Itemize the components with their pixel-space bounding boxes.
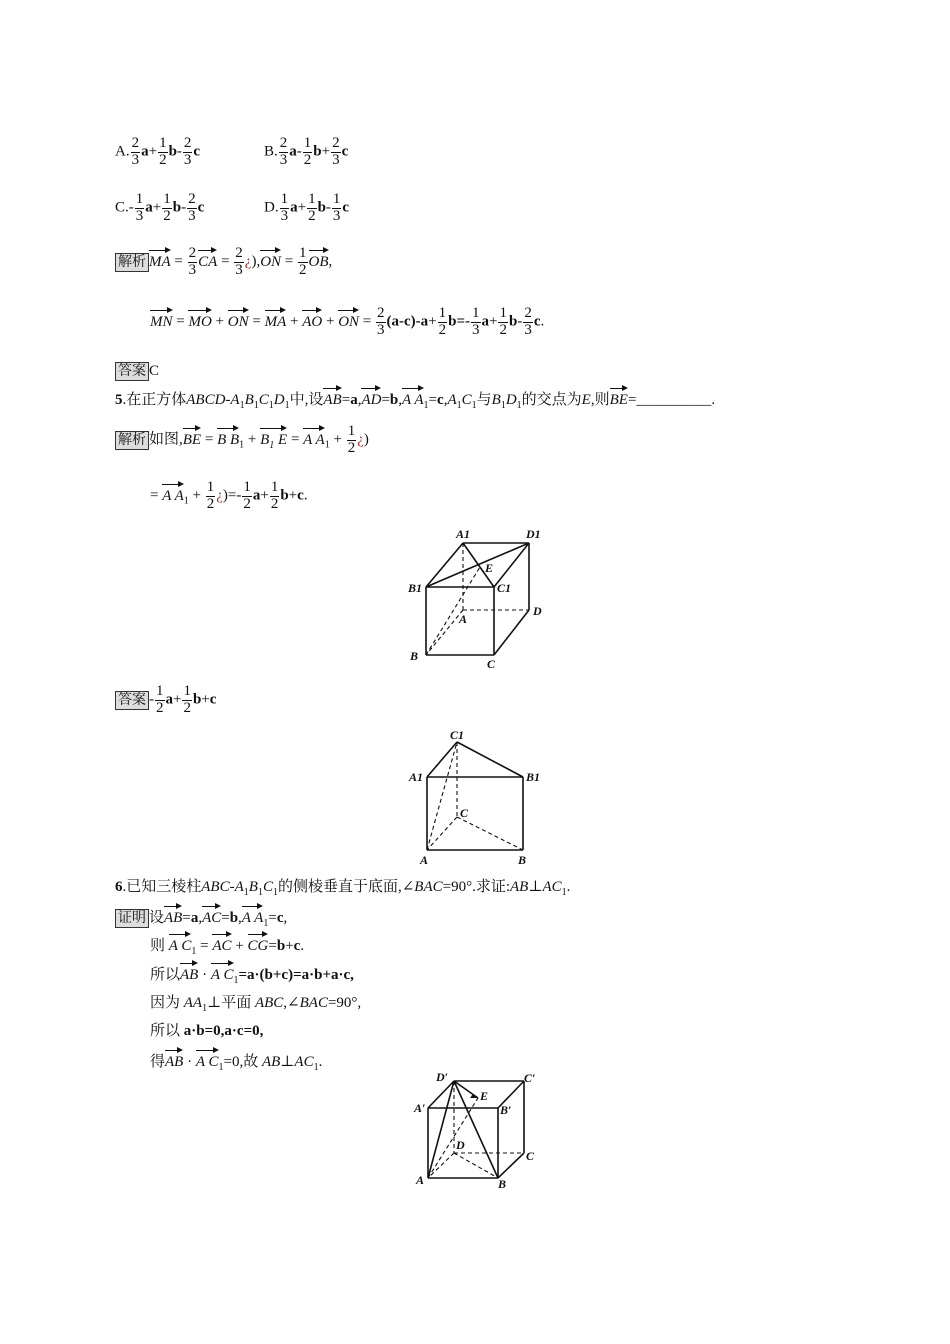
label-b: B xyxy=(518,853,527,867)
cube-figure-q5 xyxy=(400,522,560,674)
choice-d: D. $\frac{1}{3}$ a+ $\frac{1}{2}$ b- $\frac{1}{3}$ c xyxy=(264,191,350,224)
q6-proof-line5: 所以 a·b=0,a·c=0, xyxy=(150,1023,264,1039)
label-c1: C1 xyxy=(497,581,512,595)
q6-proof-line4: 因为 $AA_1\perp$平面 ABC,∠BAC=90°, xyxy=(150,995,362,1014)
choice-b: B. $\frac{2}{3}$ a- $\frac{1}{2}$ b+ $\frac{2}{3}$ c xyxy=(264,135,349,168)
q5-stem: 5.在正方体ABCD-$A_1B_1C_1D_1$中,设AB=a,AD=b,A $A_1=c,A_1C_1$与$B_1D_1$的交点为E,则BE=__________. xyxy=(115,386,715,411)
q4-answer: 答案 C xyxy=(115,362,159,381)
label-d: D xyxy=(456,1138,465,1152)
choice-c: C.- $\frac{1}{3}$ a+ $\frac{1}{2}$ b- $\frac{2}{3}$ c xyxy=(115,191,205,224)
label-a1: A1 xyxy=(456,527,471,541)
choice-a: A. $\frac{2}{3}$ a+ $\frac{1}{2}$ b- $\frac{2}{3}$ c xyxy=(115,135,201,168)
label-e: E xyxy=(480,1089,489,1103)
cube-figure-q6 xyxy=(410,1068,550,1193)
answer-tag: 答案 xyxy=(115,362,149,381)
label-b1: B1 xyxy=(408,581,423,595)
prism-figure xyxy=(405,725,545,870)
label-c1: C1 xyxy=(450,728,465,742)
q4-solution-line1: 解析 MA = $\frac{2}{3}$ CA = $\frac{2}{3}$ ¿),ON = $\frac{1}{2}$ OB, xyxy=(115,246,332,279)
label-c: C xyxy=(487,657,496,671)
label-d: D xyxy=(533,604,542,618)
q5-solution-line2: = A $A_1$ + $\frac{1}{2}$ ¿)=- $\frac{1}{2}$ a+ $\frac{1}{2}$ b+c. xyxy=(150,479,308,512)
label-b1: B1 xyxy=(526,770,541,784)
analysis-tag: 解析 xyxy=(115,431,149,450)
label-b-prime: B′ xyxy=(500,1103,512,1117)
label-c-prime: C′ xyxy=(524,1071,536,1085)
q6-proof-line1: 证明 设AB=a,AC=b,A $A_1=c$, xyxy=(115,904,287,929)
label-b: B xyxy=(410,649,419,663)
label-d1: D1 xyxy=(526,527,541,541)
q6-proof-line2: 则 A $C_1$ = AC + CG=b+c. xyxy=(150,932,304,957)
q5-solution-line1: 解析 如图,BE = B $B_1 + B_1$ E = A $A_1$ + $\frac{1}{2}$ ¿) xyxy=(115,424,369,457)
q6-proof-line6: 得AB · A $C_1=0$,故 $AB\perp AC_1$. xyxy=(150,1048,322,1073)
proof-tag: 证明 xyxy=(115,909,149,928)
q4-solution-line2: MN = MO + ON = MA + AO + ON = $\frac{2}{3}$ (a-c)-a+ $\frac{1}{2}$ b=- $\frac{1}{3}$ a+ $\frac{1}{2}$ b- $\frac{2}{3}$ c. xyxy=(150,305,545,338)
label-a-prime: A′ xyxy=(414,1101,426,1115)
label-e: E xyxy=(485,561,494,575)
q5-answer: 答案 - $\frac{1}{2}$ a+ $\frac{1}{2}$ b+c xyxy=(115,684,216,717)
label-a: A xyxy=(416,1173,425,1187)
label-a1: A1 xyxy=(409,770,424,784)
q6-proof-line3: 所以AB · A $C_1=a\cdot(b+c)=a\cdot b+a\cdot c$, xyxy=(150,961,354,986)
label-a: A xyxy=(420,853,429,867)
label-a: A xyxy=(459,612,468,626)
analysis-tag: 解析 xyxy=(115,253,149,272)
label-b: B xyxy=(498,1177,507,1191)
label-d-prime: D′ xyxy=(436,1070,449,1084)
q6-stem: 6.已知三棱柱ABC-$A_1B_1C_1$的侧棱垂直于底面,∠BAC=90°.求证$:AB\perp AC_1$. xyxy=(115,879,571,898)
label-c: C xyxy=(460,806,469,820)
answer-tag: 答案 xyxy=(115,691,149,710)
label-c: C xyxy=(526,1149,535,1163)
